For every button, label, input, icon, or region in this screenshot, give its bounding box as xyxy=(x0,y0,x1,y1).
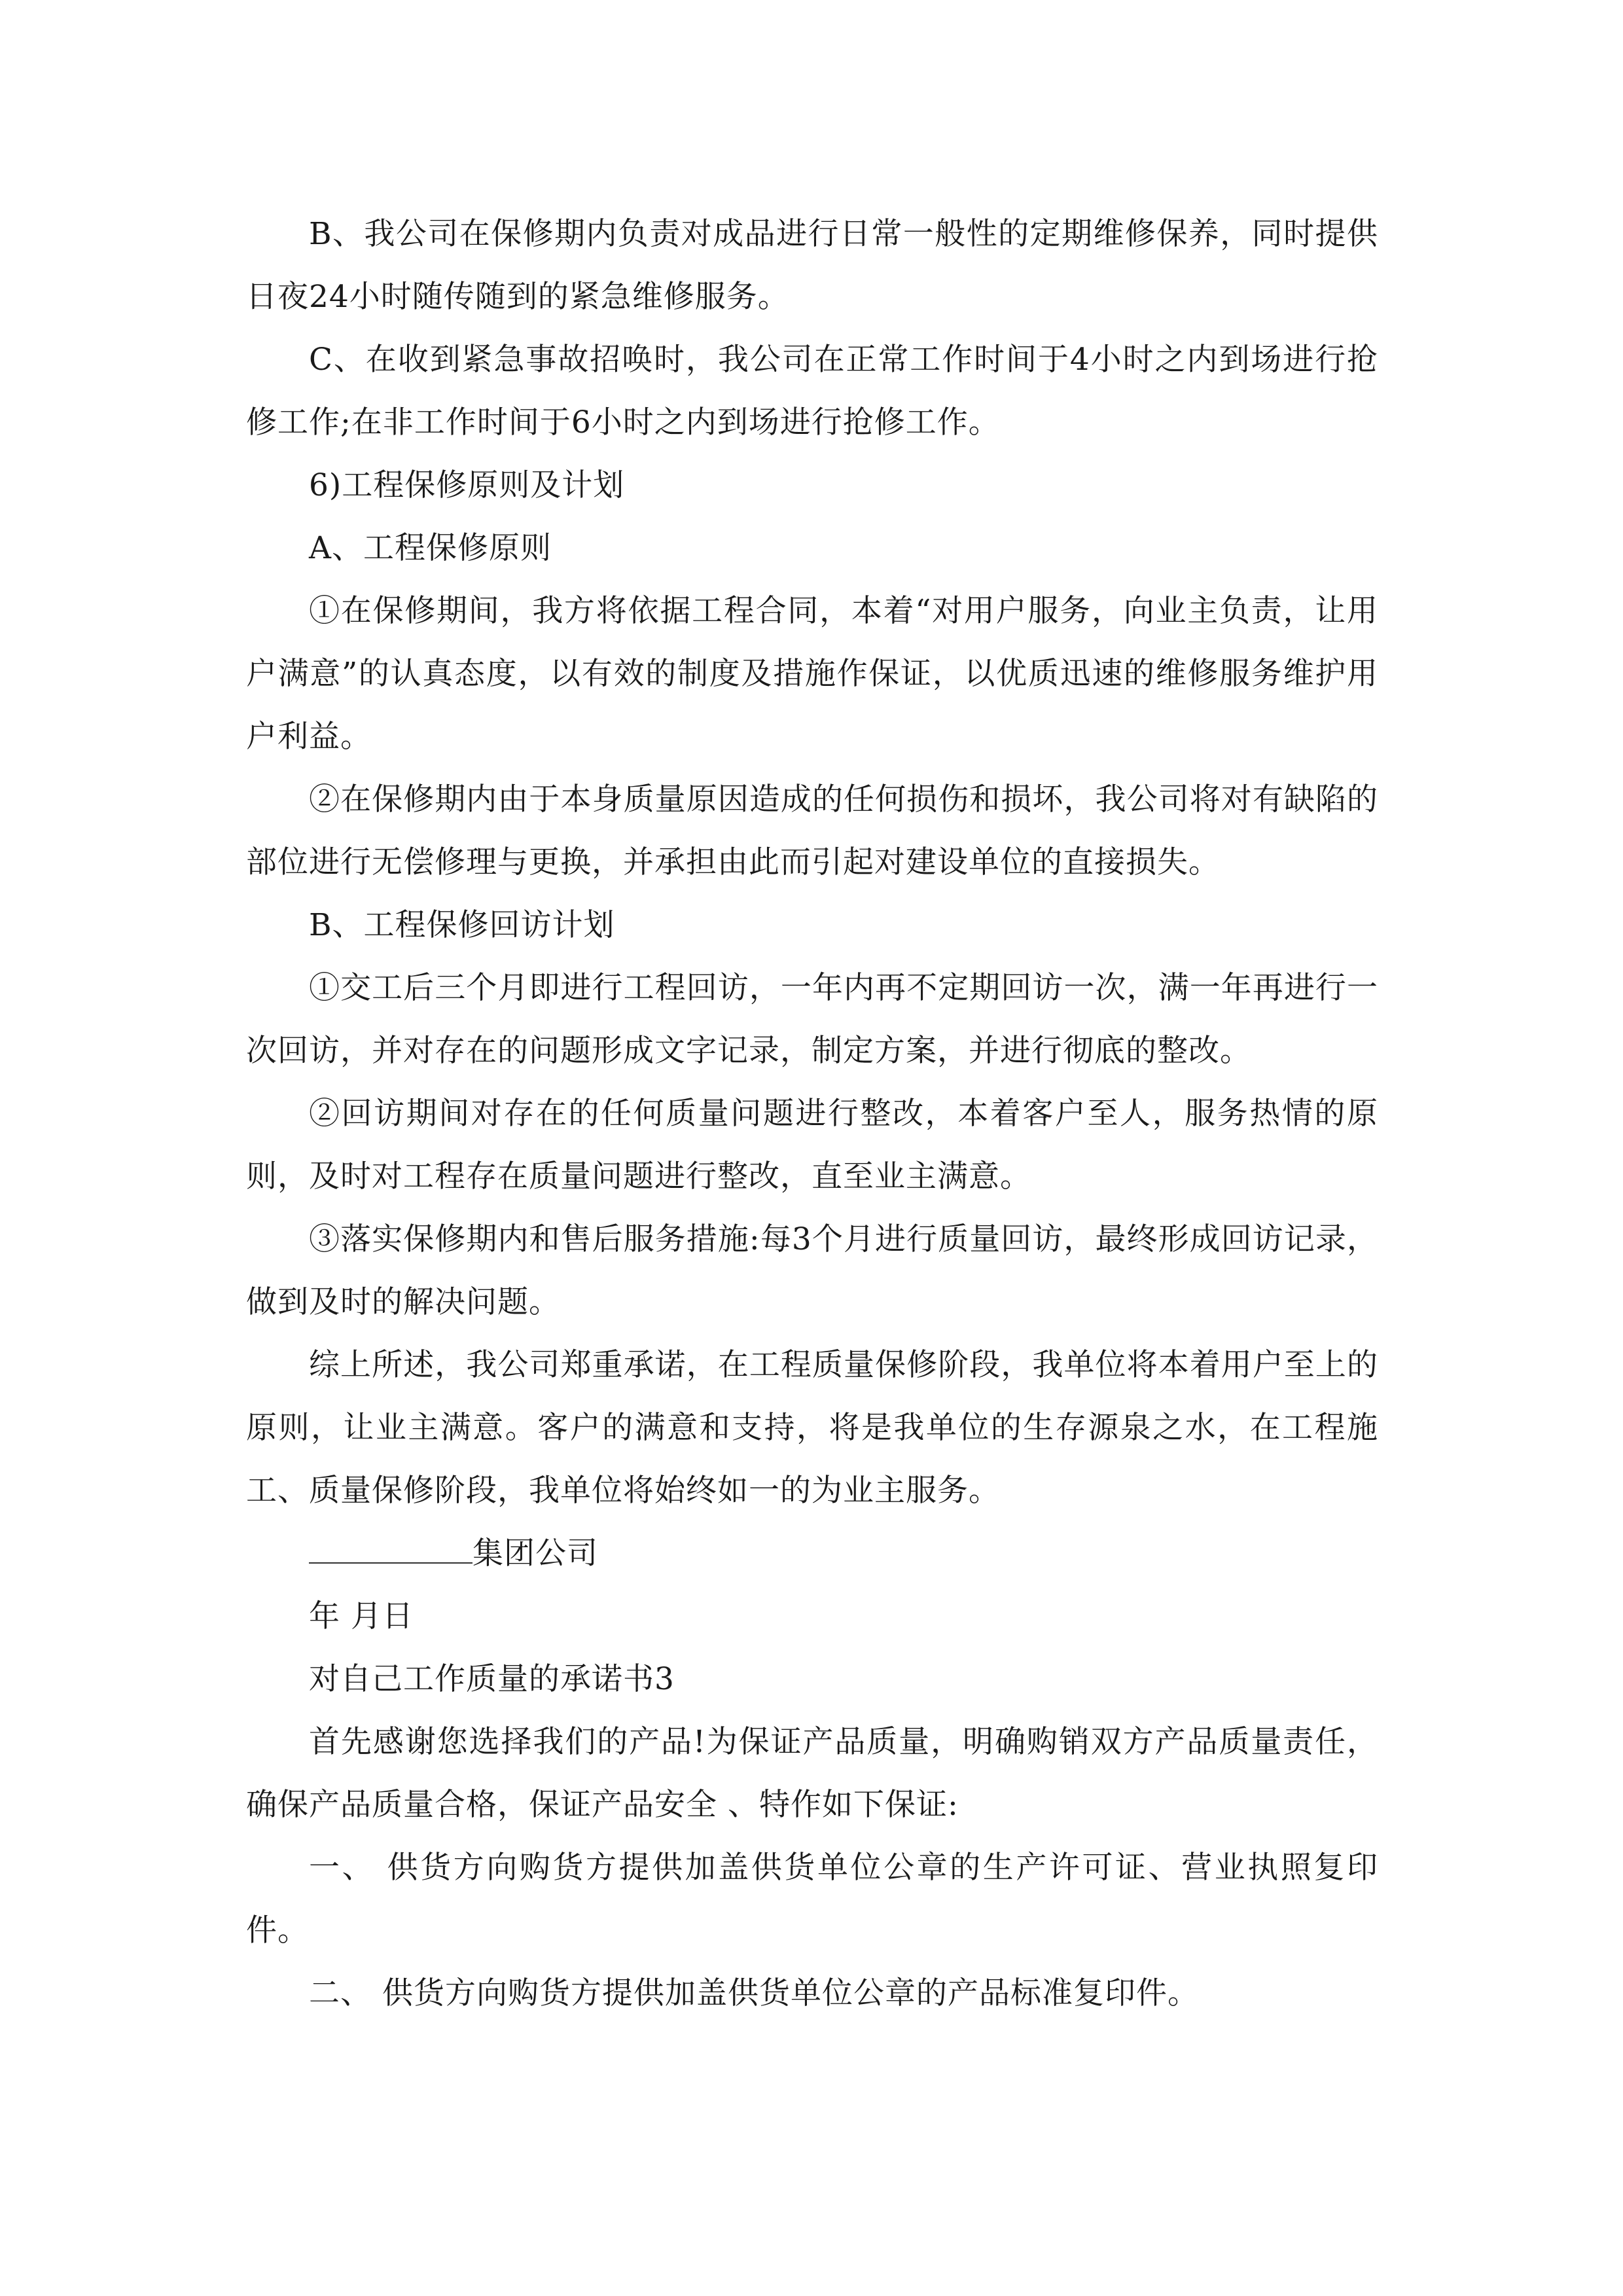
signature-blank xyxy=(309,1536,473,1564)
heading-a-principles: A、工程保修原则 xyxy=(309,530,552,566)
paragraph-summary: 综上所述，我公司郑重承诺，在工程质量保修阶段，我单位将本着用户至上的原则，让业主满意。客户的满意和支持，将是我单位的生存源泉之水，在工程施工、质量保修阶段，我单位将始终如一的为业主服务。 xyxy=(246,1347,1378,1509)
paragraph-visit-3: ③落实保修期内和售后服务措施:每3个月进行质量回访，最终形成回访记录，做到及时的解决问题。 xyxy=(246,1221,1378,1320)
paragraph-principle-2: ②在保修期内由于本身质量原因造成的任何损伤和损坏，我公司将对有缺陷的部位进行无偿修理与更换，并承担由此而引起对建设单位的直接损失。 xyxy=(246,781,1378,880)
list-item-1: 一、 供货方向购货方提供加盖供货单位公章的生产许可证、营业执照复印件。 xyxy=(246,1850,1378,1948)
signature-company: 集团公司 xyxy=(473,1535,598,1571)
signature-line xyxy=(246,1522,1378,1585)
list-item-2: 二、 供货方向购货方提供加盖供货单位公章的产品标准复印件。 xyxy=(309,1975,1199,2011)
paragraph-b-maintenance: B、我公司在保修期内负责对成品进行日常一般性的定期维修保养，同时提供日夜24小时随传随到的紧急维修服务。 xyxy=(246,216,1378,315)
signature-date: 年 月日 xyxy=(309,1598,414,1634)
paragraph-visit-1: ①交工后三个月即进行工程回访，一年内再不定期回访一次，满一年再进行一次回访，并对存在的问题形成文字记录，制定方案，并进行彻底的整改。 xyxy=(246,970,1378,1069)
heading-warranty-principles: 6)工程保修原则及计划 xyxy=(309,467,625,503)
paragraph-visit-2: ②回访期间对存在的任何质量问题进行整改，本着客户至人，服务热情的原则，及时对工程存在质量问题进行整改，直至业主满意。 xyxy=(246,1096,1378,1194)
document-body xyxy=(246,203,1378,2025)
paragraph-c-emergency: C、在收到紧急事故招唤时，我公司在正常工作时间于4小时之内到场进行抢修工作;在非工作时间于6小时之内到场进行抢修工作。 xyxy=(246,342,1378,440)
paragraph-principle-1: ①在保修期间，我方将依据工程合同，本着“对用户服务，向业主负责，让用户满意”的认真态度，以有效的制度及措施作保证，以优质迅速的维修服务维护用户利益。 xyxy=(246,593,1378,755)
intro-paragraph: 首先感谢您选择我们的产品!为保证产品质量，明确购销双方产品质量责任，确保产品质量合格，保证产品安全 、特作如下保证: xyxy=(246,1724,1378,1823)
section-title: 对自己工作质量的承诺书3 xyxy=(309,1661,675,1697)
heading-b-visit-plan: B、工程保修回访计划 xyxy=(309,907,615,943)
